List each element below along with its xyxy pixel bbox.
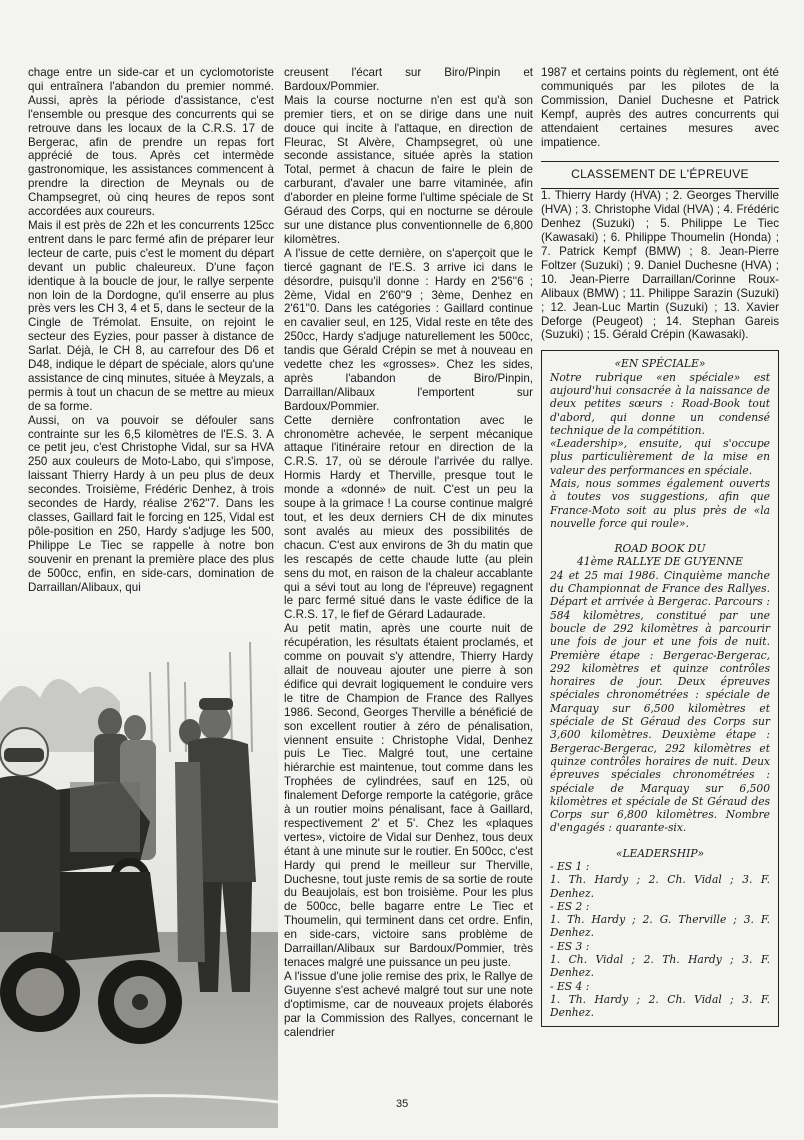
paragraph: creusent l'écart sur Biro/Pinpin et Bardoux/Pommier. [284,66,533,93]
sidebar-paragraph: Notre rubrique «en spéciale» est aujourd'hui consacrée à la naissance de deux petites sœurs : Road-Book tout d'abord, qui donne un condensé technique de la compétition. [550,370,770,437]
article-column-2 [284,66,533,1039]
leadership-title: «LEADERSHIP» [615,846,705,860]
es-result: 1. Th. Hardy ; 2. Ch. Vidal ; 3. F. Denhez. [550,873,770,900]
rally-photo [0,632,278,1128]
paragraph: Au petit matin, après une courte nuit de récupération, les résultats étaient proclamés, et comme on pouvait s'y attendre, Thierry Hardy allait de nouveau ajouter une pierre à son édifice qui devrait logiquement le conduire vers le titre de Champion de France des Rallyes 1986. Second, Georges Therville a bénéficié de son excellent routier à zéro de pénalisation, viennent ensuite : Christophe Vidal, Denhez puis Le Tiec. Malgré tout, une certaine hiérarchie est maintenue, tout comme dans les Trophées de cylindrées, sauf en 125, où finalement Deforge remporte la catégorie, grâce à un routier moins pénalisant, face à Gaillard, respectivement 2' et 5'. Chez les «plaques vertes», victoire de Vidal sur Denhez, tous deux étant à une minute sur le routier. En 500cc, c'est Hardy qui prend le meilleur sur Therville, Duchesne, tout juste remis de sa sortie de route du Beaujolais, est bon troisième. Pour les plus de 500cc, belle bagarre entre Le Tiec et Thoumelin, qui terminent dans cet ordre. Enfin, en side-cars, victoire sans problème de Darraillan/Alibaux sur Bardoux/Pommier, très tenaces malgré une puissance un peu juste. [284,622,533,969]
article-column-1 [28,66,274,594]
es-result: 1. Ch. Vidal ; 2. Th. Hardy ; 3. F. Denhez. [550,953,770,980]
sidebar-paragraph: «Leadership», ensuite, qui s'occupe plus particulièrement de la mise en valeur des performances en spéciale. [550,437,770,477]
page-number: 35 [396,1098,409,1110]
paragraph: A l'issue de cette dernière, on s'aperçoit que le tiercé gagnant de l'E.S. 3 arrive ici dans le désordre, puisqu'il donne : Hardy en 2'56''6 ; 2ème, Vidal en 2'60''9 ; 3ème, Denhez en 2'61''0. Dans les catégories : Gaillard continue en cavalier seul, en 125, Vidal reste en tête des 250cc, Hardy s'adjuge naturellement les 500cc, tandis que Gérald Crépin se met à nouveau en vedette chez les «grosses». Chez les sides, après l'abandon de Biro/Pinpin, Darraillan/Alibaux l'emportent sur Bardoux/Pommier. [284,246,533,413]
sidebar-paragraph: Mais, nous sommes également ouverts à toutes vos suggestions, afin que France-Moto soit au plus près de «la nouvelle force qui roule». [550,476,770,530]
paragraph: Cette dernière confrontation avec le chronomètre achevée, le serpent mécanique attaque l'itinéraire retour en direction de la C.R.S. 17, où se déroule l'arrivée du rallye. Hormis Hardy et Therville, presque tout le monde a «donné» de nuit. C'est un peu la soupe à la grimace ! La course continue malgré tout, et les deux derniers CH de dix minutes sont avalés au mieux des possibilités de chacun. C'est aux environs de 3h du matin que les rescapés de cette chaude lutte (au plein sens du mot, en raison de la chaleur accablante qui a sévi tout au long de l'épreuve) regagnent le parc fermé situé dans le vaste édifice de la C.R.S. 17, le fief de Gérard Ladaurade. [284,413,533,622]
es-result: 1. Th. Hardy ; 2. Ch. Vidal ; 3. F. Denhez. [550,992,770,1020]
road-book-subtitle: 41ème RALLYE DE GUYENNE [577,555,743,569]
es-label: - ES 4 : [550,979,590,993]
paragraph: Aussi, on va pouvoir se défouler sans contrainte sur les 6,5 kilomètres de l'E.S. 3. A ce petit jeu, c'est Christophe Vidal, sur sa HVA 250 aux couleurs de Moto-Labo, qui s'impose, laissant Thierry Hardy à un peu plus de deux secondes. Troisième, Frédéric Denhez, à trois secondes de Hardy, réalise 2'62''7. Dans les classes, Gaillard fait le forcing en 125, Vidal est pôle-position en 250, Hardy s'adjuge les 500, Philippe Le Tiec se rappelle à notre bon souvenir en prenant la première place des plus de 500cc, enfin, en side-cars, domination de Darraillan/Alibaux, qui [28,413,274,594]
section-title: CLASSEMENT DE L'ÉPREUVE [541,161,779,189]
paragraph: Mais il est près de 22h et les concurrents 125cc entrent dans le parc fermé afin de préparer leur lecteur de carte, puis c'est le moment du départ devant un public chaleureux. D'une façon identique à la boucle de jour, le rallye serpente non loin de la Dordogne, qu'il enserre au plus près vers les CH 3, 4 et 5, dans le secteur de la Cingle de Trémolat. Ensuite, on rejoint le secteur des Eyzies, pour passer à distance de Sarlat. Déjà, le CH 8, au carrefour des D6 et D48, indique le départ de spéciale, alors qu'une assistance de cinq minutes, située à Meyzals, a permis à tout un chacun de se mettre au mieux de sa forme. [28,218,274,413]
es-label: - ES 2 : [550,899,590,913]
paragraph: 1987 et certains points du règlement, ont été communiqués par les pilotes de la Commission, Daniel Duchesne et Patrick Kempf, auprès des autres concurrents qui attendaient certaines mesures avec impatience. [541,66,779,149]
paragraph: chage entre un side-car et un cyclomotoriste qui entraînera l'abandon du premier nommé. Aussi, après la période d'assistance, c'est l'ensemble ou presque des concurrents qui se retrouve dans les locaux de la C.R.S. 17 de Bergerac, afin de prendre un repas fort apprécié de tous. Après cet intermède gastronomique, les assistances commencent à prendre la direction de Meynals ou de Champsegret, où cinq heures de repos sont accordées aux coureurs. [28,66,274,219]
road-book-text: 24 et 25 mai 1986. Cinquième manche du Championnat de France des Rallyes. Départ et arrivée à Bergerac. Parcours : 584 kilomètres, constitué par une boucle de 292 kilomètres à parcourir une fois de jour et une fois de nuit. Première étape : Bergerac-Bergerac, 292 kilomètres et quinze contrôles horaires de jour. Deux épreuves spéciales chronométrées : spéciale de Marquay sur 6,500 kilomètres et spéciale de St Géraud des Corps sur 3,600 kilomètres. Deuxième étape : Bergerac-Bergerac, 292 kilomètres et quinze contrôles horaires de nuit. Deux épreuves spéciales chronométrées : spéciale de Marquay sur 6,500 kilomètres et spéciale de St Géraud des Corps sur 6,800 kilomètres. Nombre d'engagés : quarante-six. [550,568,770,835]
sidebar-title: «EN SPÉCIALE» [614,357,706,371]
en-speciale-box [541,350,779,1026]
paragraph: A l'issue d'une jolie remise des prix, le Rallye de Guyenne s'est achevé malgré tout sur une note d'optimisme, car de nouveaux projets élaborés par la Commission des Rallyes, concernant le calendrier [284,969,533,1039]
paragraph: Mais la course nocturne n'en est qu'à son premier tiers, et on se dirige dans une nuit douce qui incite à l'attaque, en direction de Fleurac, St Alvère, Champsegret, où une seconde assistance, située après la station Total, permet à chacun de faire le plein de carburant, d'avaler une barre vitaminée, afin d'aborder en pleine forme l'ultime spéciale de St Géraud des Corps, qui en nocturne se déroule sur une distance plus conventionnelle de 6,800 kilomètres. [284,93,533,246]
road-book-title: ROAD BOOK DU [614,542,706,556]
classement-list: 1. Thierry Hardy (HVA) ; 2. Georges Therville (HVA) ; 3. Christophe Vidal (HVA) ; 4. Frédéric Denhez (Suzuki) ; 5. Philippe Le Tiec (Kawasaki) ; 6. Philippe Thoumelin (Honda) ; 7. Patrick Kempf (BMW) ; 8. Jean-Pierre Foltzer (Suzuki) ; 9. Daniel Duchesne (HVA) ; 10. Jean-Pierre Darraillan/Corinne Roux-Alibaux (BMW) ; 11. Philippe Sarazin (Suzuki) ; 12. Jean-Luc Martin (Suzuki) ; 13. Xavier Deforge (Peugeot) ; 14. Stephan Gareis (Suzuki) ; 15. Gérald Crépin (Kawasaki). [541,189,779,342]
es-label: - ES 3 : [550,939,590,953]
photo-illustration [0,632,278,1128]
es-label: - ES 1 : [550,860,590,873]
article-column-3 [541,66,779,1027]
es-result: 1. Th. Hardy ; 2. G. Therville ; 3. F. Denhez. [550,913,770,940]
